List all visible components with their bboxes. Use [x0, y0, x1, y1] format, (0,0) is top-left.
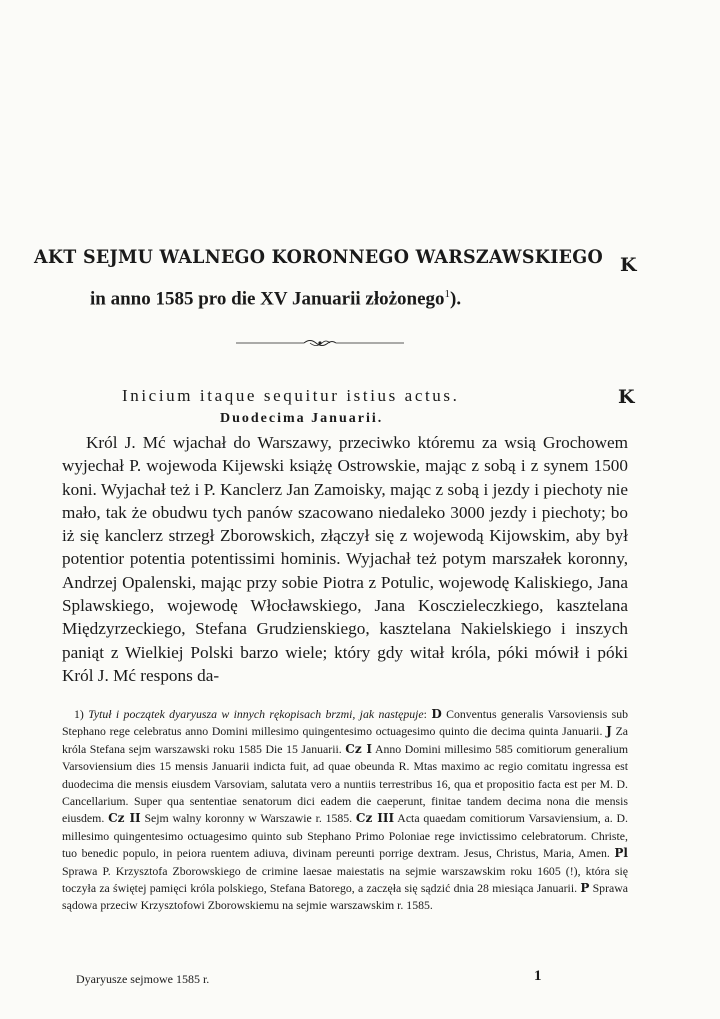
footnote-reference: 1	[444, 288, 451, 300]
variant-cz-ii: Sejm walny koronny w Warszawie r. 1585.	[144, 811, 353, 826]
subtitle-text: in anno 1585 pro die XV Januarii złożonego	[90, 288, 445, 310]
body-text: Król J. Mć wjachał do Warszawy, przeciwko któremu za wsią Grochowem wyjechał P. wojewoda Kijewski książę Ostrowskie, mając z sobą i z synem 1500 koni. Wyjachał też i P. Kanclerz Jan Zamoisky, mając z sobą i jezdy i piechoty nie mało, tak że obudwu tych panów szacowano niedaleko 3000 jezdy i piechoty; bo iż się kanclerz strzegł Zborowskich, złączył się z wojewodą Kijowskim, aby był potentior potentia potentissimi hominis. Wyjachał też potym marszałek koronny, Andrzej Opalenski, mając przy sobie Piotra z Potulic, wojewodę Kaliskiego, Jana Splawskiego, wojewodę Włocławskiego, Jana Kosczieleczkiego, kasztelana Międzyrzeckiego, Stefana Grudzienskiego, kasztelana Nakielskiego i inszych paniąt z Wielkiej Polski barzo wiele; który gdy witał króla, póki mówił i póki Król J. Mć respons da-	[62, 433, 628, 685]
margin-siglum-k: K	[618, 386, 635, 408]
body-paragraph	[62, 431, 628, 687]
variant-cz-iii: Acta quaedam comitiorum Varsaviensium, a. D. millesimo quingentesimo octuagesimo quinto sub Stephano Primo Poloniae rege invictissimo celebratorum. Christe, tuo benedic populo, in peiora ruentem adiuva, divinam pereunti porrige dextram. Jesus, Christus, Maria, Amen.	[62, 811, 628, 861]
date-heading: Duodecima Januarii.	[220, 411, 384, 426]
siglum-pl: Pl	[614, 846, 628, 861]
siglum-j: J	[606, 724, 612, 739]
footnote-intro: Tytuł i początek dyaryusza w innych rękopisach brzmi, jak następuje	[88, 707, 424, 721]
variant-p: Sprawa sądowa przeciw Krzysztofowi Zborowskiemu na sejmie warszawskim r. 1585.	[62, 881, 628, 913]
variant-pl: Sprawa P. Krzysztofa Zborowskiego de crimine laesae maiestatis na sejmie warszawskim roku 1605 (!), która się toczyła za świętej pamięci króla polskiego, Stefana Batorego, a zaczęła się sądzić dnia 28 miesiąca Januarii.	[62, 863, 628, 896]
document-subtitle	[90, 288, 461, 310]
siglum-d: D	[431, 707, 442, 721]
siglum-p: P	[580, 881, 590, 896]
running-footer: Dyaryusze sejmowe 1585 r.	[76, 972, 210, 986]
siglum-cz-iii: Cz III	[355, 811, 395, 826]
ornament-divider	[236, 338, 404, 348]
siglum-cz-ii: Cz II	[108, 811, 141, 826]
footnote: 1) Tytuł i początek dyaryusza w innych rękopisach brzmi, jak następuje: D Conventus generalis Varsoviensis sub Stephano rege celebratus anno Domini millesimo quingentesimo octuagesimo quinto die decima quinta Januarii. J Za króla Stefana sejm warszawski roku 1585 Die 15 Januarii. Cz I Anno Domini millesimo 585 comitiorum generalium Varsoviensium dies 15 mensis Januarii indicta fuit, ad quae obeunda R. Mtas maximo ac regio comitatu ingressa est duodecima die mensis eiusdem Varsoviam, salutata vero a nuntiis terrestribus 16, qua et propositio facta est per M. D. Cancellarium. Super qua sententiae senatorum dici eadem die caeperunt, finitae tandem decima nona die mensis eiusdem. Cz II Sejm walny koronny w Warszawie r. 1585. Cz III Acta quaedam comitiorum Varsaviensium, a. D. millesimo quingentesimo octuagesimo quinto sub Stephano Primo Poloniae rege invictissimo celebratorum. Christe, tuo benedic populo, in peiora ruentem adiuva, divinam pereunti porrige dextram. Jesus, Christus, Maria, Amen. Pl Sprawa P. Krzysztofa Zborowskiego de crimine laesae maiestatis na sejmie warszawskim roku 1605 (!), która się toczyła za świętej pamięci króla polskiego, Stefana Batorego, a zaczęła się sądzić dnia 28 miesiąca Januarii. P Sprawa sądowa przeciw Krzysztofowi Zborowskiemu na sejmie warszawskim r. 1585.	[62, 707, 629, 913]
footnote-mark: 1)	[74, 707, 84, 721]
margin-siglum-k: K	[620, 254, 637, 276]
variant-d: Conventus generalis Varsoviensis sub Stephano rege celebratus anno Domini millesimo quingentesimo octuagesimo quinto die decima quinta Januarii.	[62, 707, 628, 739]
siglum-cz-i: Cz I	[345, 741, 373, 756]
subtitle-close: ).	[450, 288, 462, 310]
document-title: AKT SEJMU WALNEGO KORONNEGO WARSZAWSKIEGO	[34, 246, 603, 268]
page-number: 1	[534, 968, 542, 984]
variant-cz-i: Anno Domini millesimo 585 comitiorum generalium Varsoviensium dies 15 mensis Januarii indicta fuit, ad quae obeunda R. Mtas maximo ac regio comitatu ingressa est duodecima die mensis eiusdem Varsoviam, salutata vero a nuntiis terrestribus 16, qua et propositio facta est per M. D. Cancellarium. Super qua sententiae senatorum dici eadem die caeperunt, finitae tandem decima nona die mensis eiusdem.	[62, 741, 628, 826]
variant-j: Za króla Stefana sejm warszawski roku 1585 Die 15 Januarii.	[62, 724, 629, 756]
incipit-heading: Inicium itaque sequitur istius actus.	[122, 386, 460, 405]
